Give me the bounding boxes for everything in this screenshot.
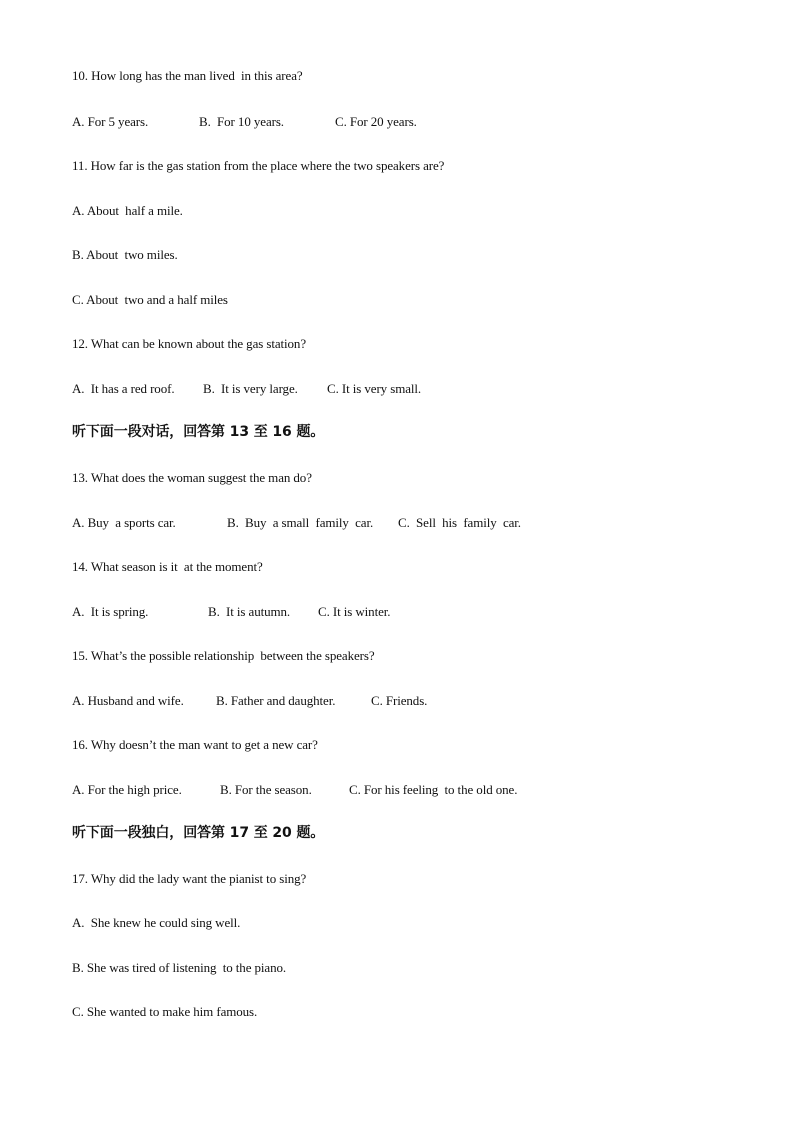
option-10-c: C. For 20 years. [335,114,417,129]
option-15-a: A. Husband and wife. [72,693,184,708]
option-13-b: B. Buy a small family car. [227,515,374,530]
question-17: 17. Why did the lady want the pianist to sing? [72,871,307,886]
option-12-c: C. It is very small. [327,381,422,396]
option-16-b: B. For the season. [220,782,312,797]
option-11-a: A. About half a mile. [72,203,183,218]
option-14-c: C. It is winter. [318,604,391,619]
options-row-15 [72,693,672,709]
option-15-c: C. Friends. [371,693,428,708]
option-14-a: A. It is spring. [72,604,149,619]
question-12: 12. What can be known about the gas station? [72,336,306,351]
question-11: 11. How far is the gas station from the place where the two speakers are? [72,158,445,173]
question-16: 16. Why doesn’t the man want to get a new car? [72,737,318,752]
option-13-a: A. Buy a sports car. [72,515,176,530]
option-15-b: B. Father and daughter. [216,693,336,708]
question-14: 14. What season is it at the moment? [72,559,263,574]
option-10-a: A. For 5 years. [72,114,149,129]
section-heading-13-16: 听下面一段对话，回答第 13 至 16 题。 [72,424,325,440]
options-row-12 [72,381,672,397]
option-17-b: B. She was tired of listening to the piano. [72,960,287,975]
option-11-c: C. About two and a half miles [72,292,228,307]
option-10-b: B. For 10 years. [199,114,284,129]
option-12-a: A. It has a red roof. [72,381,175,396]
question-13: 13. What does the woman suggest the man do? [72,470,312,485]
options-row-10 [72,114,672,130]
section-heading-17-20: 听下面一段独白，回答第 17 至 20 题。 [72,825,325,841]
option-13-c: C. Sell his family car. [398,515,521,530]
question-10: 10. How long has the man lived in this area? [72,68,303,83]
options-row-14 [72,604,672,620]
option-11-b: B. About two miles. [72,247,178,262]
option-17-a: A. She knew he could sing well. [72,915,241,930]
option-16-a: A. For the high price. [72,782,182,797]
option-14-b: B. It is autumn. [208,604,291,619]
options-row-16 [72,782,672,798]
option-12-b: B. It is very large. [203,381,298,396]
options-row-13 [72,515,672,531]
option-17-c: C. She wanted to make him famous. [72,1004,258,1019]
option-16-c: C. For his feeling to the old one. [349,782,518,797]
question-15: 15. What’s the possible relationship between the speakers? [72,648,375,663]
